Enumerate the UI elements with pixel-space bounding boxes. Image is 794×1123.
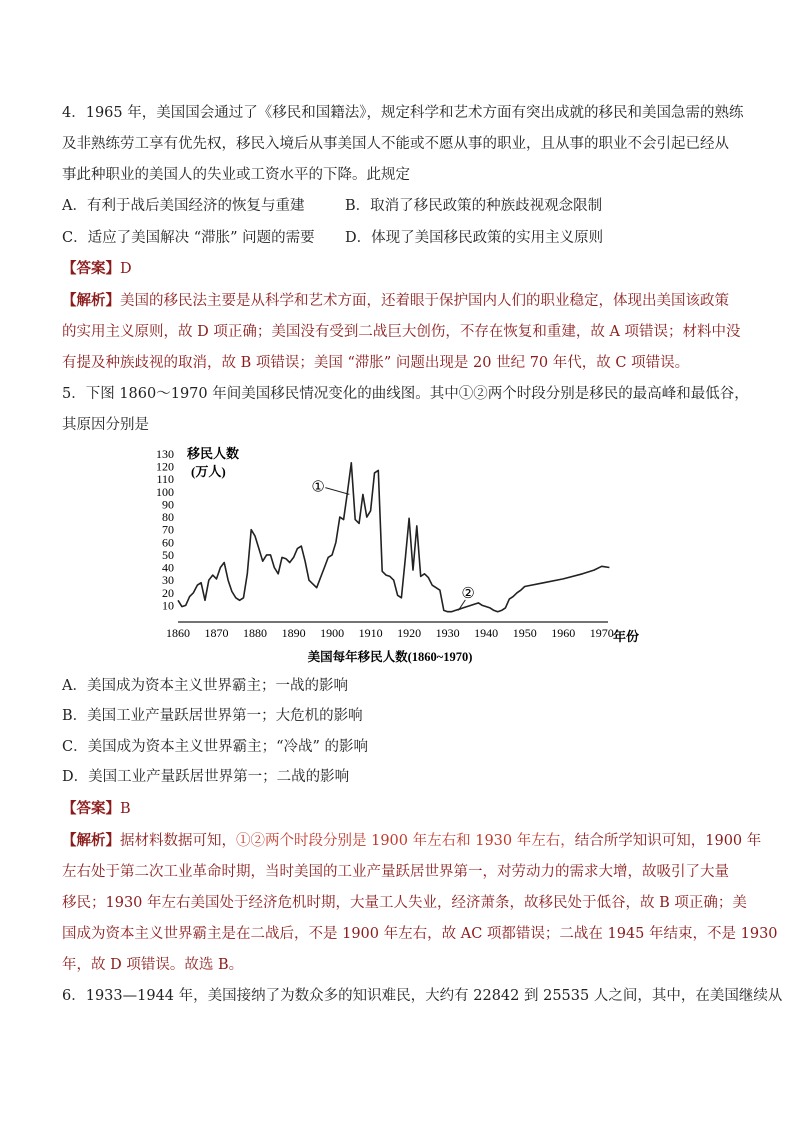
x-tick-label: 1860 (166, 626, 190, 640)
q5-analysis-tag: 【解析】 (62, 832, 120, 849)
q4-stem-line-1: 4．1965 年，美国国会通过了《移民和国籍法》，规定科学和艺术方面有突出成就的移民和美国急需的熟练 (62, 105, 744, 121)
q5-option-c: C．美国成为资本主义世界霸主；“冷战” 的影响 (62, 739, 369, 755)
q4-analysis-line-2: 的实用主义原则，故 D 项正确；美国没有受到二战巨大创伤，不存在恢复和重建，故 A 项错误；材料中没 (62, 324, 741, 340)
q5-analysis-line-1 (62, 831, 761, 851)
y-tick-label: 10 (162, 598, 174, 613)
q5-analysis-text-1c: 结合所学知识可知，1900 年 (574, 833, 762, 849)
x-tick-label: 1950 (512, 626, 537, 640)
immigration-line-chart (150, 440, 650, 665)
q4-option-b: B．取消了移民政策的种族歧视观念限制 (345, 198, 603, 214)
annotation-peak-label: ① (311, 479, 325, 496)
q5-stem-line-2: 其原因分别是 (62, 417, 149, 433)
chart-title: 美国每年移民人数(1860~1970) (307, 650, 473, 664)
x-tick-label: 1960 (551, 626, 576, 640)
y-axis-label-line-1: 移民人数 (187, 446, 240, 461)
y-tick-label: 110 (156, 472, 174, 487)
q4-analysis-line-3: 有提及种族歧视的取消，故 B 项错误；美国 “滞胀” 问题出现是 20 世纪 70 年代，故 C 项错误。 (62, 355, 690, 371)
x-tick-label: 1880 (243, 626, 268, 640)
x-tick-label: 1870 (204, 626, 229, 640)
x-tick-label: 1920 (397, 626, 422, 640)
y-tick-label: 20 (162, 585, 174, 600)
x-tick-label: 1890 (281, 626, 306, 640)
q4-stem-line-2: 及非熟练劳工享有优先权，移民入境后从事美国人不能或不愿从事的职业，且从事的职业不会引起已经从 (62, 136, 729, 152)
annotation-trough-label: ② (461, 585, 475, 602)
x-tick-label: 1930 (435, 626, 460, 640)
q5-answer-tag: 【答案】 (62, 800, 120, 817)
q5-analysis-line-5: 年，故 D 项错误。故选 B。 (62, 957, 244, 973)
q5-analysis-line-2: 左右处于第二次工业革命时期，当时美国的工业产量跃居世界第一，对劳动力的需求大增，故吸引了大量 (62, 864, 729, 880)
q5-analysis-line-3: 移民；1930 年左右美国处于经济危机时期，大量工人失业，经济萧条，故移民处于低谷，故 B 项正确；美 (62, 895, 747, 911)
q4-analysis-text-1: 美国的移民法主要是从科学和艺术方面，还着眼于保护国内人们的职业稳定，体现出美国该政策 (120, 293, 729, 309)
y-tick-label: 30 (162, 573, 174, 588)
y-tick-label: 130 (156, 447, 174, 461)
q5-option-b: B．美国工业产量跃居世界第一；大危机的影响 (62, 708, 363, 724)
y-tick-label: 40 (162, 560, 174, 575)
q4-answer (62, 259, 132, 279)
y-tick-label: 50 (162, 547, 174, 562)
x-tick-label: 1970 (589, 626, 614, 640)
q5-option-d: D．美国工业产量跃居世界第一；二战的影响 (62, 769, 350, 785)
x-tick-label: 1900 (320, 626, 345, 640)
x-axis-label: 年份 (613, 629, 640, 644)
q4-answer-tag: 【答案】 (62, 260, 120, 277)
y-tick-label: 70 (162, 522, 174, 537)
q4-option-c: C．适应了美国解决 “滞胀” 问题的需要 (62, 230, 315, 246)
q6-stem: 6．1933—1944 年，美国接纳了为数众多的知识难民，大约有 22842 到 25535 人之间，其中，在美国继续从 (62, 988, 783, 1004)
y-tick-label: 100 (156, 484, 174, 499)
series-line-immigrants (178, 463, 609, 612)
q4-analysis-tag: 【解析】 (62, 292, 120, 309)
annotation-peak-leader (325, 488, 349, 495)
q5-answer-value: B (120, 801, 131, 817)
q5-stem-line-1: 5．下图 1860～1970 年间美国移民情况变化的曲线图。其中①②两个时段分别是移民的最高峰和最低谷， (62, 386, 749, 402)
q4-analysis-line-1 (62, 291, 729, 311)
q4-answer-value: D (120, 261, 132, 277)
q5-answer (62, 799, 131, 819)
y-tick-label: 60 (162, 535, 174, 550)
q4-option-a: A．有利于战后美国经济的恢复与重建 (62, 198, 305, 214)
y-axis-label-line-2: (万人) (191, 464, 226, 479)
q5-analysis-text-1a: 据材料数据可知， (120, 833, 236, 849)
q5-analysis-line-4: 国成为资本主义世界霸主是在二战后，不是 1900 年左右，故 AC 项都错误；二战在 1945 年结束，不是 1930 (62, 926, 778, 942)
y-tick-label: 90 (162, 497, 174, 512)
x-tick-label: 1940 (474, 626, 499, 640)
q5-option-a: A．美国成为资本主义世界霸主；一战的影响 (62, 678, 348, 694)
q4-stem-line-3: 事此种职业的美国人的失业或工资水平的下降。此规定 (62, 167, 410, 183)
y-tick-label: 120 (156, 459, 174, 474)
x-tick-label: 1910 (358, 626, 383, 640)
q5-analysis-highlight: ①②两个时段分别是 1900 年左右和 1930 年左右， (236, 833, 575, 849)
y-tick-label: 80 (162, 510, 174, 525)
q4-option-d: D．体现了美国移民政策的实用主义原则 (345, 230, 604, 246)
